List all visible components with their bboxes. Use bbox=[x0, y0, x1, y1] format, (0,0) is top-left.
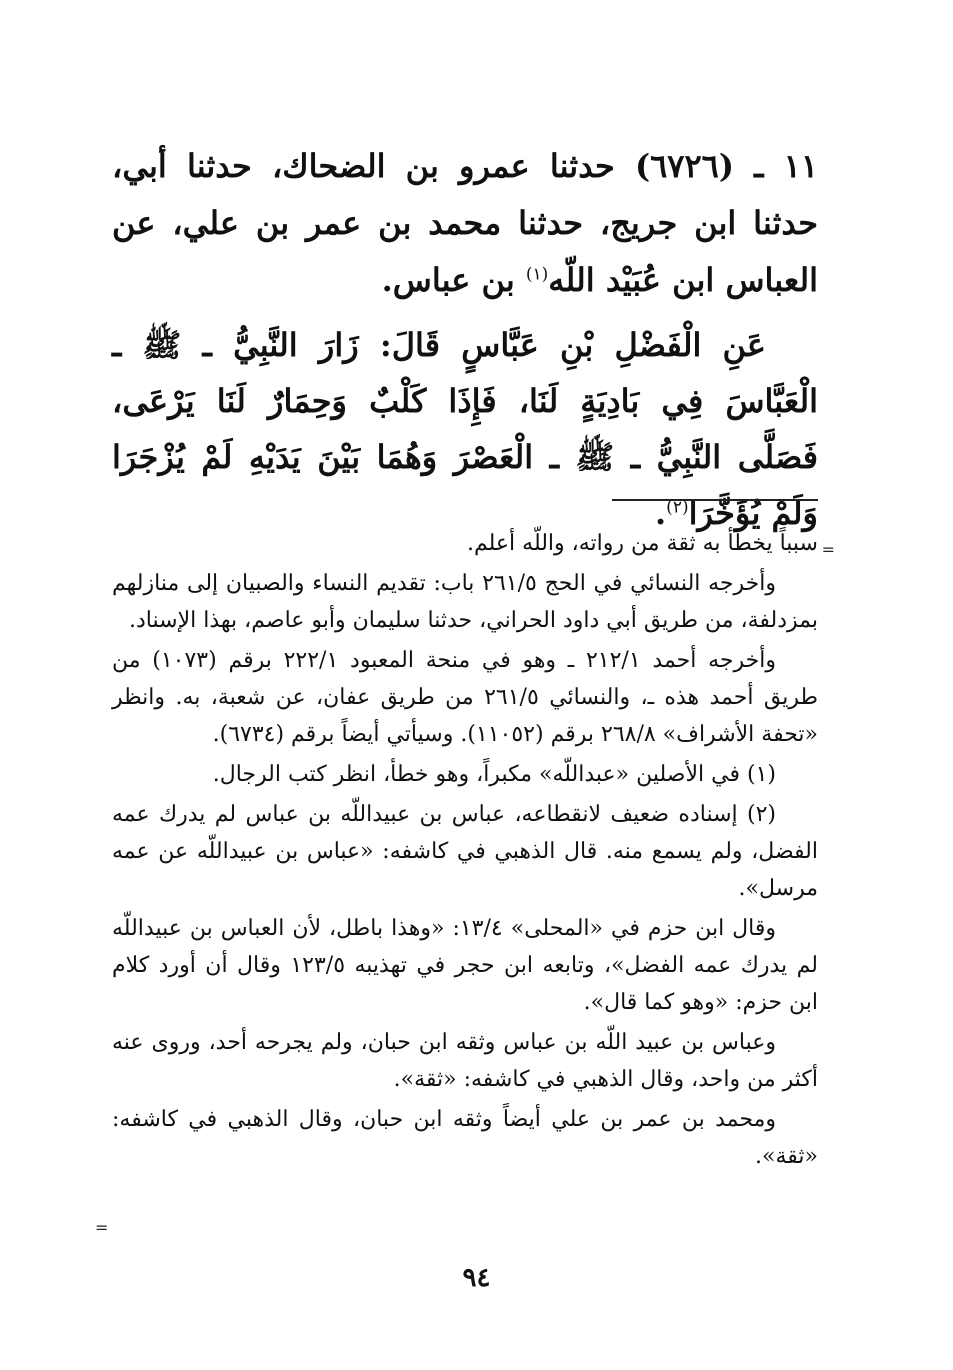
page-number: ٩٤ bbox=[462, 1263, 491, 1293]
footnote-2: (٢) إسناده ضعيف لانقطاعه، عباس بن عبيداللّه بن عباس لم يدرك عمه الفضل، ولم يسمع منه. قال الذهبي في كاشفه: «عباس بن عبيداللّه عن عمه مرسل». bbox=[112, 802, 818, 901]
footnote-paragraph: سبباً يخطأ به ثقة من رواته، واللّه أعلم. bbox=[467, 531, 818, 556]
footnote-1: (١) في الأصلين «عبداللّه» مكبراً، وهو خطأ، انظر كتب الرجال. bbox=[212, 762, 776, 787]
isnad-text: حدثنا عمرو بن الضحاك، حدثنا أبي، حدثنا ابن جريج، حدثنا محمد بن عمر بن علي، عن العباس ابن عُبَيْد اللّه bbox=[112, 147, 818, 299]
hadith-matn bbox=[112, 317, 818, 541]
isnad-text-end: بن عباس. bbox=[381, 261, 526, 299]
footnote-paragraph: وأخرجه النسائي في الحج ٢٦١/٥ باب: تقديم النساء والصبيان إلى منازلهم بمزدلفة، من طريق أبي داود الحراني، حدثنا سليمان وأبو عاصم، بهذا الإسناد. bbox=[112, 571, 818, 633]
hadith-isnad bbox=[112, 138, 818, 309]
hadith-block bbox=[112, 138, 818, 541]
footnote-ref-1: (١) bbox=[525, 264, 549, 285]
matn-text: عَنِ الْفَضْلِ بْنِ عَبَّاسٍ قَالَ: زَارَ النَّبِيُّ ـ ﷺ ـ الْعَبَّاسَ فِي بَادِيَةٍ لَنَا، فَإِذَا كَلْبٌ وَحِمَارٌ لَنَا يَرْعَى، فَصَلَّى النَّبِيُّ ـ ﷺ ـ الْعَصْرَ وَهُمَا بَيْنَ يَدَيْهِ لَمْ يُزْجَرَا وَلَمْ يُؤَخَّرَا bbox=[112, 326, 819, 532]
footnote-paragraph: وأخرجه أحمد ٢١٢/١ ـ وهو في منحة المعبود ٢٢٢/١ برقم (١٠٧٣) من طريق أحمد هذه ـ، والنسائي ٢٦١/٥ من طريق عفان، عن شعبة، به. وانظر «تحفة الأشراف» ٢٦٨/٨ برقم (١١٠٥٢). وسيأتي أيضاً برقم (٦٧٣٤). bbox=[112, 648, 818, 747]
continuation-mark-top: = bbox=[821, 540, 835, 559]
footnotes bbox=[112, 525, 818, 1178]
footnote-paragraph: وقال ابن حزم في «المحلى» ١٣/٤: «وهذا باطل، لأن العباس بن عبيداللّه لم يدرك عمه الفضل»، وتابعه ابن حجر في تهذيبه ١٢٣/٥ وقال أن أورد كلام ابن حزم: «وهو كما قال». bbox=[112, 916, 818, 1015]
footnote-separator bbox=[612, 499, 818, 501]
continuation-mark-bottom: = bbox=[95, 1218, 109, 1237]
matn-end: . bbox=[655, 494, 667, 532]
footnote-ref-2: (٢) bbox=[666, 497, 689, 518]
footnote-paragraph: وعباس بن عبيد اللّه بن عباس وثقه ابن حبان، ولم يجرحه أحد، وروى عنه أكثر من واحد، وقال الذهبي في كاشفه: «ثقة». bbox=[112, 1030, 818, 1092]
hadith-number: ١١ ـ (٦٧٢٦) bbox=[634, 147, 819, 185]
footnote-paragraph: ومحمد بن عمر بن علي أيضاً وثقه ابن حبان، وقال الذهبي في كاشفه: «ثقة». bbox=[112, 1107, 818, 1169]
